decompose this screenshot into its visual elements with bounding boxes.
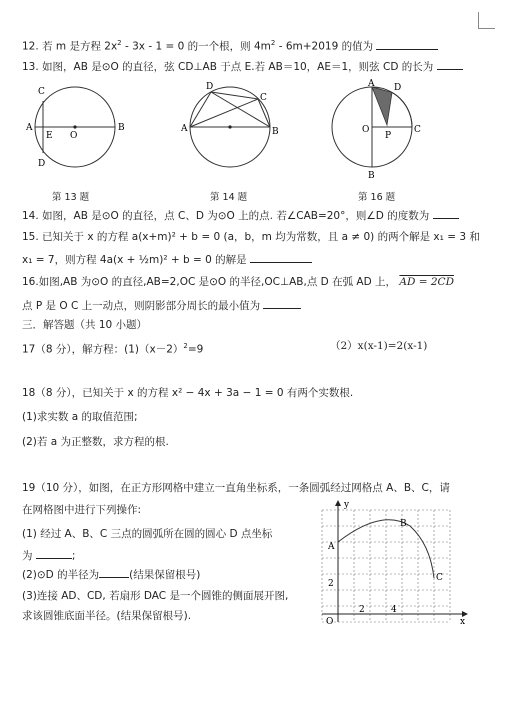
question-16-line2 [22, 297, 301, 313]
q19-p1c-text: ; [71, 550, 76, 562]
q16-line2-text: 点 P 是 O C 上一动点，则阴影部分周长的最小值为 [22, 300, 261, 312]
question-18-part1: (1)求实数 a 的取值范围; [22, 411, 138, 423]
grid-label-origin: O [326, 617, 334, 626]
q19-p2-text: (2)⊙D 的半径为 [22, 569, 100, 581]
grid-label-x: x [460, 617, 466, 626]
q16-line1-text: 16.如图,AB 为⊙O 的直径,AB=2,OC 是⊙O 的半径,OC⊥AB,点 D 在弧 AD 上， [22, 276, 397, 288]
question-19-stem1: 19（10 分），如图，在正方形网格中建立一直角坐标系，一条圆弧经过网格点 A、B、C，请 [22, 482, 450, 494]
question-19-part1a: (1) 经过 A、B、C 三点的圆弧所在圆的圆心 D 点坐标 [22, 528, 273, 540]
f13-label-o: O [70, 131, 78, 141]
q15-answer-blank[interactable] [250, 251, 312, 263]
f14-seg-ac [190, 99, 258, 127]
y-axis-arrow-icon [335, 500, 341, 506]
f16-label-o: O [362, 125, 370, 135]
section-3-title: 三．解答题（共 10 小题） [22, 319, 148, 331]
question-16-line1 [22, 275, 454, 289]
f13-label-e: E [46, 131, 53, 141]
q19-radius-answer-blank[interactable] [99, 566, 129, 578]
arc-abc [338, 520, 434, 578]
q16-arc-relation: AD = 2CD [399, 276, 454, 288]
q12-mid: - 3x - 1 = 0 的一个根，则 4m [121, 40, 271, 53]
f13-label-c: C [38, 87, 45, 97]
q17-part1: 17（8 分），解方程：(1)（x－2） [22, 343, 184, 356]
f13-caption: 第 13 题 [52, 192, 90, 203]
f14-center-dot [228, 125, 231, 128]
figure-13 [25, 87, 125, 169]
q16-answer-blank[interactable] [263, 297, 301, 309]
q17-part1-end: =9 [187, 343, 204, 356]
f14-label-d: D [206, 82, 214, 92]
f16-label-d: D [394, 83, 402, 93]
q19-center-answer-blank[interactable] [36, 547, 72, 559]
q14-answer-blank[interactable] [433, 207, 459, 219]
f14-label-a: A [181, 124, 188, 134]
f13-label-a: A [26, 123, 33, 133]
f13-label-b: B [118, 123, 125, 133]
f13-center-dot [73, 125, 76, 128]
grid-tick-x-4: 4 [391, 605, 397, 615]
f16-arc-dc [392, 92, 412, 127]
grid-label-b: B [400, 519, 407, 529]
question-19-part3a: (3)连接 AD、CD, 若扇形 DAC 是一个圆锥的侧面展开图, [22, 590, 289, 602]
figure-14 [180, 82, 279, 167]
grid-label-c: C [436, 573, 443, 583]
grid-lines [322, 510, 450, 622]
q12-prefix: 12. 若 m 是方程 2x [22, 40, 118, 53]
grid-label-a: A [328, 542, 335, 552]
q17-exp: 2 [183, 342, 188, 350]
question-19-stem2: 在网格图中进行下列操作: [22, 504, 142, 516]
f16-label-p: P [385, 131, 392, 141]
grid-tick-x-2: 2 [359, 605, 365, 615]
q12-answer-blank[interactable] [376, 38, 438, 50]
grid-label-y: y [344, 500, 350, 510]
question-17-part2: （2）x(x-1)=2(x-1) [330, 340, 428, 352]
q12-exp2: 2 [270, 39, 276, 47]
f14-seg-ad [190, 92, 211, 127]
question-18-stem: 18（8 分），已知关于 x 的方程 x² − 4x + 3a − 1 = 0 有两个实数根. [22, 387, 354, 399]
f13-label-d: D [38, 159, 46, 169]
question-12 [22, 36, 438, 54]
grid-tick-y-2: 2 [328, 579, 334, 589]
q13-text: 13. 如图，AB 是⊙O 的直径，弦 CD⊥AB 于点 E.若 AB＝10，AE＝1，则弦 CD 的长为 [22, 61, 434, 73]
q19-grid-figure [308, 498, 468, 626]
f14-seg-cb [258, 99, 270, 127]
question-15-line2 [22, 251, 312, 267]
f16-caption: 第 16 题 [358, 192, 396, 203]
question-18-part2: (2)若 a 为正整数，求方程的根. [22, 436, 169, 448]
question-13 [22, 58, 463, 74]
f16-shaded-region [372, 87, 392, 125]
f14-label-b: B [272, 127, 279, 137]
q19-p1b-text: 为 [22, 550, 33, 562]
q19-p2b-text: (结果保留根号) [129, 569, 201, 581]
f16-label-b: B [368, 171, 375, 181]
question-19-part3b: 求该圆锥底面半径。(结果保留根号). [22, 610, 192, 622]
question-19-part2 [22, 566, 200, 582]
question-15-line1: 15. 已知关于 x 的方程 a(x+m)² + b = 0 (a，b，m 均为常数，且 a ≠ 0) 的两个解是 x₁ = 3 和 [22, 231, 480, 243]
q12-exp1: 2 [117, 39, 122, 47]
q13-answer-blank[interactable] [437, 58, 463, 70]
question-19-part1b [22, 547, 75, 563]
figures-row [0, 78, 528, 198]
f16-label-a: A [368, 79, 375, 89]
page-corner-mark [478, 12, 495, 29]
f16-label-c: C [414, 125, 421, 135]
f14-caption: 第 14 题 [210, 192, 248, 203]
figure-16 [332, 79, 421, 181]
q14-text: 14. 如图，AB 是⊙O 的直径，点 C、D 为⊙O 上的点. 若∠CAB=20°，则∠D 的度数为 [22, 210, 430, 222]
question-17 [22, 339, 203, 357]
question-14 [22, 207, 459, 223]
q12-suffix: - 6m+2019 的值为 [275, 40, 374, 53]
f14-label-c: C [260, 93, 267, 103]
q15-line2-text: x₁ = 7，则方程 4a(x + ½m)² + b = 0 的解是 [22, 254, 247, 266]
